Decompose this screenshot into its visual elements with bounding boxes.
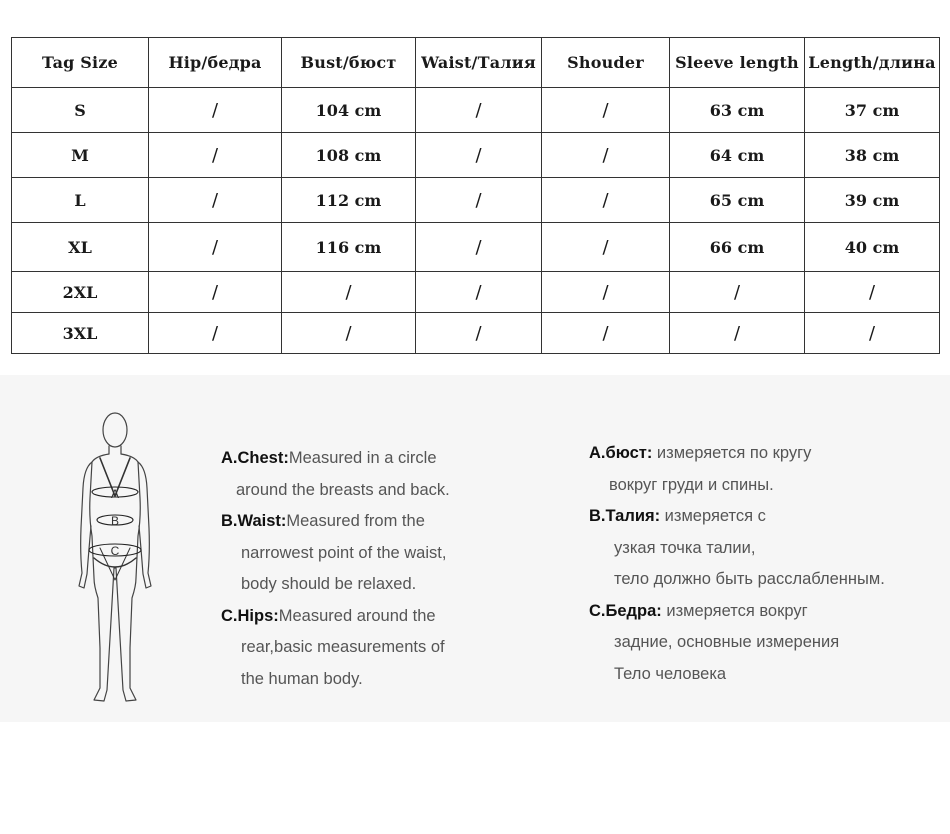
hip-cell: / (149, 223, 282, 272)
bust-cell: 116 cm (282, 223, 416, 272)
guide-waist-en (221, 508, 551, 603)
bust-cell: 104 cm (282, 88, 416, 133)
size-cell: 2XL (12, 272, 149, 313)
header-sleeve-length: Sleeve length (670, 38, 805, 88)
waist-text-ru: измеряется с (660, 507, 766, 525)
hips-label-ru: C.Бедра: (589, 601, 662, 620)
waist-cell: / (416, 178, 542, 223)
length-cell: / (805, 313, 940, 354)
guide-russian (589, 440, 944, 692)
waist-cell: / (416, 133, 542, 178)
header-tag-size: Tag Size (12, 38, 149, 88)
hip-cell: / (149, 178, 282, 223)
length-cell: 40 cm (805, 223, 940, 272)
waist-text-en-3: body should be relaxed. (241, 575, 417, 593)
size-cell: XL (12, 223, 149, 272)
chest-text-ru: измеряется по кругу (652, 444, 812, 462)
waist-text-ru-3: тело должно быть расслабленным. (614, 570, 885, 588)
chest-text-ru-2: вокруг груди и спины. (609, 475, 774, 494)
sleeve-cell: 66 cm (670, 223, 805, 272)
shoulder-cell: / (542, 178, 670, 223)
hip-cell: / (149, 313, 282, 354)
hip-cell: / (149, 88, 282, 133)
figure-label-b: B (110, 514, 120, 528)
bust-cell: 112 cm (282, 178, 416, 223)
hips-text-ru-3: Тело человека (614, 664, 727, 683)
hips-text-en-3: the human body. (241, 669, 363, 688)
bust-cell: / (282, 313, 416, 354)
bust-cell: / (282, 272, 416, 313)
chest-label-ru: A.бюст: (589, 444, 653, 462)
header-waist: Waist/Талия (416, 38, 542, 88)
hip-cell: / (149, 133, 282, 178)
hips-text-en-2: rear,basic measurements of (241, 638, 445, 656)
header-bust: Bust/бюст (282, 38, 416, 88)
waist-cell: / (416, 223, 542, 272)
chest-text-en-2: around the breasts and back. (236, 480, 450, 499)
size-table (11, 37, 940, 354)
table-header-row (12, 38, 940, 88)
waist-cell: / (416, 88, 542, 133)
shoulder-cell: / (542, 313, 670, 354)
figure-label-c: C (110, 544, 120, 558)
table-row (12, 133, 940, 178)
shoulder-cell: / (542, 133, 670, 178)
header-shoulder: Shouder (542, 38, 670, 88)
chest-label-en: A.Chest: (221, 449, 289, 467)
waist-text-en-2: narrowest point of the waist, (241, 543, 447, 562)
waist-text-ru-2: узкая точка талии, (614, 538, 756, 557)
guide-english (221, 445, 551, 697)
sleeve-cell: 65 cm (670, 178, 805, 223)
shoulder-cell: / (542, 272, 670, 313)
waist-cell: / (416, 272, 542, 313)
guide-chest-ru (589, 440, 944, 503)
sleeve-cell: 63 cm (670, 88, 805, 133)
size-cell: S (12, 88, 149, 133)
header-length: Length/длина (805, 38, 940, 88)
table-row (12, 178, 940, 223)
hips-text-en: Measured around the (278, 606, 436, 625)
guide-chest-en (221, 445, 551, 508)
shoulder-cell: / (542, 223, 670, 272)
length-cell: 39 cm (805, 178, 940, 223)
size-cell: 3XL (12, 313, 149, 354)
bust-cell: 108 cm (282, 133, 416, 178)
waist-label-en: B.Waist: (221, 512, 287, 530)
length-cell: 37 cm (805, 88, 940, 133)
table-row (12, 272, 940, 313)
figure-label-a: A (110, 487, 120, 501)
hips-label-en: C.Hips: (221, 606, 279, 625)
sleeve-cell: / (670, 272, 805, 313)
header-hip: Hip/бедра (149, 38, 282, 88)
table-row (12, 88, 940, 133)
sleeve-cell: 64 cm (670, 133, 805, 178)
body-outline-figure (70, 408, 160, 713)
guide-waist-ru (589, 503, 944, 598)
table-row (12, 223, 940, 272)
size-cell: L (12, 178, 149, 223)
waist-text-en: Measured from the (286, 512, 425, 530)
guide-hips-en (221, 603, 551, 698)
hips-text-ru-2: задние, основные измерения (614, 633, 840, 651)
shoulder-cell: / (542, 88, 670, 133)
guide-hips-ru (589, 598, 944, 693)
figure-head (103, 413, 127, 447)
table-row (12, 313, 940, 354)
chest-text-en: Measured in a circle (288, 449, 437, 467)
hips-text-ru: измеряется вокруг (661, 601, 808, 620)
waist-cell: / (416, 313, 542, 354)
waist-label-ru: B.Талия: (589, 507, 661, 525)
hip-cell: / (149, 272, 282, 313)
sleeve-cell: / (670, 313, 805, 354)
length-cell: / (805, 272, 940, 313)
size-cell: M (12, 133, 149, 178)
length-cell: 38 cm (805, 133, 940, 178)
